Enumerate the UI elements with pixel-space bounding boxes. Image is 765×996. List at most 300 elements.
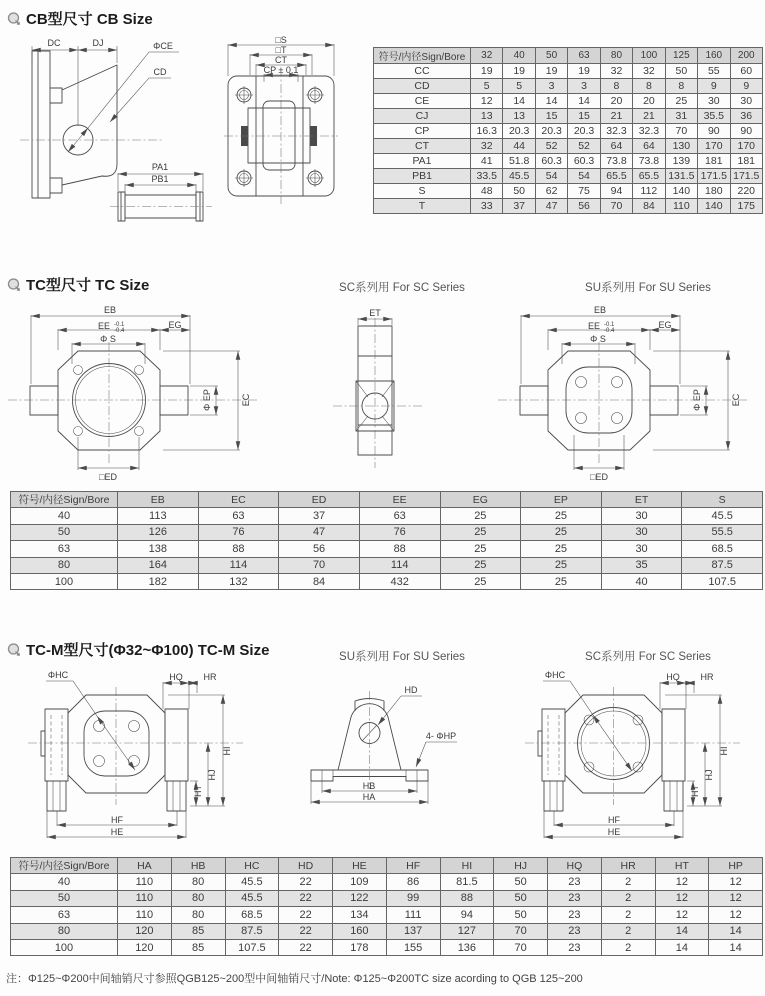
column-header: 125 [665, 48, 697, 64]
table-cell: 114 [198, 557, 279, 573]
table-cell: 19 [535, 64, 567, 79]
table-cell: 25 [521, 557, 602, 573]
column-header: HJ [494, 858, 548, 874]
table-header-row [11, 492, 763, 508]
column-header: HD [279, 858, 333, 874]
dim-label-hi: HI [222, 746, 232, 756]
table-row [11, 524, 763, 540]
table-cell: 70 [279, 557, 360, 573]
column-header: 40 [503, 48, 535, 64]
dim-label-ec: EC [241, 393, 251, 407]
dim-label-eg: EG [658, 320, 672, 330]
dim-label-ee-tol-top: -0.1 [114, 322, 125, 328]
column-header: S [682, 492, 763, 508]
table-cell: 32 [633, 64, 665, 79]
table-cell: 25 [665, 94, 697, 109]
table-cell: 56 [568, 199, 600, 214]
table-cell: 45.5 [682, 508, 763, 524]
cb-side-view-drawing [12, 34, 227, 230]
table-cell: S [374, 184, 471, 199]
table-cell: 90 [730, 124, 763, 139]
column-header: HT [655, 858, 709, 874]
column-header: EE [359, 492, 440, 508]
dim-label-cp: CP ± 0.1 [263, 65, 299, 75]
table-row [11, 923, 763, 939]
table-cell: 22 [279, 939, 333, 955]
table-cell: 99 [386, 890, 440, 906]
dim-label-cd: CD [153, 67, 167, 77]
table-cell: 32 [471, 139, 503, 154]
table-cell: 120 [118, 923, 172, 939]
dim-label-phiep: Φ EP [202, 389, 212, 411]
tc-caption-su: SU系列用 For SU Series [585, 282, 711, 294]
table-cell: 130 [665, 139, 697, 154]
table-row [374, 169, 763, 184]
dim-label-eg: EG [168, 320, 182, 330]
table-cell: 33.5 [471, 169, 503, 184]
table-cell: 54 [568, 169, 600, 184]
table-cell: 45.5 [225, 874, 279, 890]
table-cell: 25 [440, 573, 521, 589]
table-row [374, 109, 763, 124]
table-cell: 80 [171, 874, 225, 890]
table-cell: 36 [730, 109, 763, 124]
table-cell: 8 [665, 79, 697, 94]
dim-label-hj: HJ [704, 769, 714, 781]
table-cell: 40 [601, 573, 682, 589]
column-header: EP [521, 492, 602, 508]
table-cell: 25 [440, 508, 521, 524]
dim-label-phihc: ΦHC [47, 670, 69, 680]
dim-label-phiep: Φ EP [692, 389, 702, 411]
footer-note: 注：Φ125~Φ200中间轴销尺寸参照QGB125~200型中间轴销尺寸/Note: Φ125~Φ200TC size acording to QGB 125~200 [6, 973, 583, 985]
column-header: 32 [471, 48, 503, 64]
table-cell: CD [374, 79, 471, 94]
table-cell: 175 [730, 199, 763, 214]
table-cell: CP [374, 124, 471, 139]
table-cell: 73.8 [633, 154, 665, 169]
table-cell: 8 [600, 79, 632, 94]
dim-label-ct: CT [275, 55, 287, 65]
table-cell: 12 [655, 874, 709, 890]
table-cell: 68.5 [225, 907, 279, 923]
column-header: HA [118, 858, 172, 874]
table-cell: 23 [548, 939, 602, 955]
table-cell: 50 [11, 524, 118, 540]
table-cell: 12 [709, 874, 763, 890]
table-cell: 45.5 [503, 169, 535, 184]
table-cell: 100 [11, 573, 118, 589]
table-cell: 50 [11, 890, 118, 906]
table-cell: 22 [279, 874, 333, 890]
table-row [11, 573, 763, 589]
dim-label-eb: EB [593, 305, 607, 315]
table-cell: 13 [471, 109, 503, 124]
table-cell: 155 [386, 939, 440, 955]
table-cell: 171.5 [730, 169, 763, 184]
table-row [11, 874, 763, 890]
table-cell: 40 [11, 508, 118, 524]
table-cell: 181 [698, 154, 730, 169]
section-bullet-icon [6, 642, 22, 658]
column-header: HQ [548, 858, 602, 874]
table-cell: 20 [600, 94, 632, 109]
table-cell: 86 [386, 874, 440, 890]
tcm-su-geometry [28, 670, 243, 838]
table-cell: 182 [118, 573, 199, 589]
table-cell: 22 [279, 907, 333, 923]
table-cell: PA1 [374, 154, 471, 169]
table-cell: 80 [11, 557, 118, 573]
table-cell: 178 [333, 939, 387, 955]
table-cell: 160 [333, 923, 387, 939]
table-cell: 107.5 [682, 573, 763, 589]
table-header-row [374, 48, 763, 64]
dim-label-ee-tol-top: -0.1 [604, 322, 615, 328]
table-cell: 137 [386, 923, 440, 939]
table-cell: 32.3 [633, 124, 665, 139]
table-cell: 52 [535, 139, 567, 154]
table-cell: 110 [118, 890, 172, 906]
table-cell: 48 [471, 184, 503, 199]
table-cell: 60 [730, 64, 763, 79]
table-cell: 50 [494, 890, 548, 906]
table-cell: 23 [548, 890, 602, 906]
table-cell: 109 [333, 874, 387, 890]
dim-label-hf: HF [111, 815, 123, 825]
table-cell: 56 [279, 541, 360, 557]
table-cell: 30 [601, 524, 682, 540]
table-cell: 50 [494, 907, 548, 923]
table-cell: 94 [440, 907, 494, 923]
table-cell: 5 [471, 79, 503, 94]
table-cell: 170 [698, 139, 730, 154]
table-cell: 110 [118, 874, 172, 890]
cb-front-view-drawing [226, 34, 371, 230]
table-cell: 30 [698, 94, 730, 109]
table-cell: 75 [568, 184, 600, 199]
dim-label-hb: HB [362, 781, 376, 791]
table-row [11, 939, 763, 955]
table-cell: 21 [633, 109, 665, 124]
dim-label-phice: ΦCE [153, 41, 173, 51]
table-cell: 25 [440, 557, 521, 573]
table-cell: 14 [709, 939, 763, 955]
dim-label-et: ET [369, 308, 381, 318]
table-cell: 14 [655, 923, 709, 939]
table-cell: 3 [568, 79, 600, 94]
table-cell: 31 [665, 109, 697, 124]
table-cell: 12 [709, 890, 763, 906]
table-cell: 14 [709, 923, 763, 939]
table-cell: 41 [471, 154, 503, 169]
table-cell: 19 [471, 64, 503, 79]
table-row [11, 541, 763, 557]
tc-caption-sc: SC系列用 For SC Series [339, 282, 465, 294]
table-cell: 45.5 [225, 890, 279, 906]
dim-label-hj: HJ [207, 769, 217, 781]
table-cell: 73.8 [600, 154, 632, 169]
table-row [374, 94, 763, 109]
tc-sc-geometry [8, 305, 258, 482]
tc-side-geometry [333, 308, 422, 468]
table-cell: 85 [171, 923, 225, 939]
table-cell: 111 [386, 907, 440, 923]
table-cell: T [374, 199, 471, 214]
table-cell: 114 [359, 557, 440, 573]
table-cell: 15 [535, 109, 567, 124]
table-cell: 63 [11, 541, 118, 557]
table-cell: 21 [600, 109, 632, 124]
table-cell: 19 [568, 64, 600, 79]
table-cell: 181 [730, 154, 763, 169]
dim-label-phis: Φ S [100, 334, 116, 344]
table-cell: 132 [198, 573, 279, 589]
table-header-row [11, 858, 763, 874]
dim-label-hd: HD [404, 685, 418, 695]
table-cell: 65.5 [600, 169, 632, 184]
table-cell: 13 [503, 109, 535, 124]
dim-label-ed: □ED [590, 472, 608, 482]
table-cell: 23 [548, 923, 602, 939]
column-header: 100 [633, 48, 665, 64]
table-cell: 432 [359, 573, 440, 589]
table-cell: 15 [568, 109, 600, 124]
table-cell: 32 [600, 64, 632, 79]
table-cell: 120 [118, 939, 172, 955]
table-cell: 63 [198, 508, 279, 524]
tcm-pedestal-geometry [311, 685, 457, 804]
table-cell: 25 [521, 524, 602, 540]
table-cell: 138 [118, 541, 199, 557]
table-cell: 25 [440, 524, 521, 540]
column-header: 63 [568, 48, 600, 64]
table-cell: 55 [698, 64, 730, 79]
table-cell: 88 [440, 890, 494, 906]
dim-label-ht: HT [690, 785, 700, 797]
dim-label-pa1: PA1 [151, 162, 169, 172]
tc-title-text: TC型尺寸 TC Size [26, 277, 150, 294]
column-header: EB [118, 492, 199, 508]
table-cell: 81.5 [440, 874, 494, 890]
table-cell: 107.5 [225, 939, 279, 955]
column-header: HR [601, 858, 655, 874]
column-header: ED [279, 492, 360, 508]
cb-side-geometry [20, 38, 212, 221]
cb-front-geometry [224, 35, 338, 204]
table-cell: 54 [535, 169, 567, 184]
table-cell: CE [374, 94, 471, 109]
column-header: 符号/内径Sign/Bore [374, 48, 471, 64]
table-cell: 33 [471, 199, 503, 214]
table-cell: 3 [535, 79, 567, 94]
table-cell: 126 [118, 524, 199, 540]
column-header: HC [225, 858, 279, 874]
table-cell: CT [374, 139, 471, 154]
table-cell: 87.5 [682, 557, 763, 573]
section-bullet-icon [6, 11, 22, 27]
tcm-size-table [10, 857, 763, 956]
dim-label-ee-tol-bot: -0.4 [114, 328, 125, 334]
table-cell: 25 [521, 573, 602, 589]
column-header: EC [198, 492, 279, 508]
table-cell: 76 [359, 524, 440, 540]
table-cell: 47 [535, 199, 567, 214]
table-cell: 14 [535, 94, 567, 109]
dim-label-phis: Φ S [590, 334, 606, 344]
table-cell: 40 [11, 874, 118, 890]
tcm-pedestal-drawing [298, 663, 498, 855]
table-cell: 88 [359, 541, 440, 557]
table-cell: 50 [503, 184, 535, 199]
table-cell: 35 [601, 557, 682, 573]
table-cell: 37 [503, 199, 535, 214]
table-cell: 62 [535, 184, 567, 199]
table-cell: 25 [521, 508, 602, 524]
table-cell: 84 [279, 573, 360, 589]
table-cell: 76 [198, 524, 279, 540]
table-cell: 23 [548, 907, 602, 923]
table-row [11, 907, 763, 923]
table-cell: 171.5 [698, 169, 730, 184]
table-cell: 14 [655, 939, 709, 955]
dim-label-square-s: □S [275, 35, 287, 45]
table-cell: 80 [11, 923, 118, 939]
table-cell: 113 [118, 508, 199, 524]
column-header: HE [333, 858, 387, 874]
tcm-sc-front-drawing [503, 663, 758, 855]
table-row [374, 64, 763, 79]
table-cell: 30 [601, 541, 682, 557]
table-cell: CJ [374, 109, 471, 124]
tcm-su-front-drawing [8, 663, 258, 855]
table-row [11, 508, 763, 524]
table-cell: 12 [709, 907, 763, 923]
table-cell: 20.3 [568, 124, 600, 139]
table-cell: 9 [698, 79, 730, 94]
table-cell: 25 [440, 541, 521, 557]
column-header: HP [709, 858, 763, 874]
table-cell: 122 [333, 890, 387, 906]
table-cell: 12 [655, 890, 709, 906]
tc-sc-front-drawing [8, 298, 263, 488]
dim-label-hi: HI [719, 746, 729, 756]
table-cell: 112 [633, 184, 665, 199]
tcm-title-text: TC-M型尺寸(Φ32~Φ100) TC-M Size [26, 642, 270, 659]
table-cell: 8 [633, 79, 665, 94]
table-row [11, 557, 763, 573]
table-cell: 55.5 [682, 524, 763, 540]
dim-label-ed: □ED [99, 472, 117, 482]
dim-label-dj: DJ [92, 38, 104, 48]
table-cell: 23 [548, 874, 602, 890]
table-cell: 64 [633, 139, 665, 154]
section-bullet-icon [6, 277, 22, 293]
table-cell: 140 [665, 184, 697, 199]
table-cell: 139 [665, 154, 697, 169]
column-header: HI [440, 858, 494, 874]
tc-su-front-drawing [496, 298, 761, 488]
column-header: HF [386, 858, 440, 874]
table-cell: 2 [601, 874, 655, 890]
table-cell: CC [374, 64, 471, 79]
table-cell: 85 [171, 939, 225, 955]
dim-label-he: HE [607, 827, 621, 837]
table-cell: 110 [118, 907, 172, 923]
tcm-section-title [6, 639, 269, 660]
dim-label-ht: HT [193, 785, 203, 797]
column-header: 50 [535, 48, 567, 64]
table-cell: 2 [601, 923, 655, 939]
table-cell: 32.3 [600, 124, 632, 139]
table-cell: 68.5 [682, 541, 763, 557]
table-cell: 60.3 [568, 154, 600, 169]
table-cell: 22 [279, 923, 333, 939]
table-cell: 65.5 [633, 169, 665, 184]
table-cell: 2 [601, 939, 655, 955]
table-cell: 70 [600, 199, 632, 214]
table-cell: 2 [601, 890, 655, 906]
column-header: 符号/内径Sign/Bore [11, 858, 118, 874]
tc-su-geometry [498, 305, 748, 482]
column-header: 符号/内径Sign/Bore [11, 492, 118, 508]
table-cell: 20.3 [535, 124, 567, 139]
table-row [11, 890, 763, 906]
cb-section-title [6, 8, 153, 29]
dim-label-ee-tol-bot: -0.4 [604, 328, 615, 334]
table-row [374, 184, 763, 199]
table-cell: 12 [471, 94, 503, 109]
table-cell: 110 [665, 199, 697, 214]
dim-label-hq: HQ [169, 672, 183, 682]
table-cell: 16.3 [471, 124, 503, 139]
table-cell: 20 [633, 94, 665, 109]
table-row [374, 124, 763, 139]
cb-title-text: CB型尺寸 CB Size [26, 11, 153, 28]
table-cell: 19 [503, 64, 535, 79]
dim-label-hf: HF [608, 815, 620, 825]
table-cell: 84 [633, 199, 665, 214]
table-cell: 20.3 [503, 124, 535, 139]
column-header: 200 [730, 48, 763, 64]
table-cell: 25 [521, 541, 602, 557]
table-cell: 70 [494, 939, 548, 955]
table-cell: 64 [600, 139, 632, 154]
tc-size-table [10, 491, 763, 590]
table-cell: 140 [698, 199, 730, 214]
table-cell: 70 [665, 124, 697, 139]
dim-label-hr: HR [700, 672, 714, 682]
tc-side-view-drawing [330, 298, 480, 488]
table-cell: 87.5 [225, 923, 279, 939]
cb-size-table [373, 47, 763, 214]
column-header: EG [440, 492, 521, 508]
table-cell: 60.3 [535, 154, 567, 169]
table-cell: 14 [568, 94, 600, 109]
column-header: 160 [698, 48, 730, 64]
dim-label-ee: EE [587, 321, 601, 331]
table-cell: 52 [568, 139, 600, 154]
tcm-caption-sc: SC系列用 For SC Series [585, 651, 711, 663]
table-cell: PB1 [374, 169, 471, 184]
table-cell: 35.5 [698, 109, 730, 124]
table-cell: 12 [655, 907, 709, 923]
table-cell: 47 [279, 524, 360, 540]
table-cell: 22 [279, 890, 333, 906]
table-cell: 44 [503, 139, 535, 154]
table-row [374, 139, 763, 154]
table-cell: 136 [440, 939, 494, 955]
